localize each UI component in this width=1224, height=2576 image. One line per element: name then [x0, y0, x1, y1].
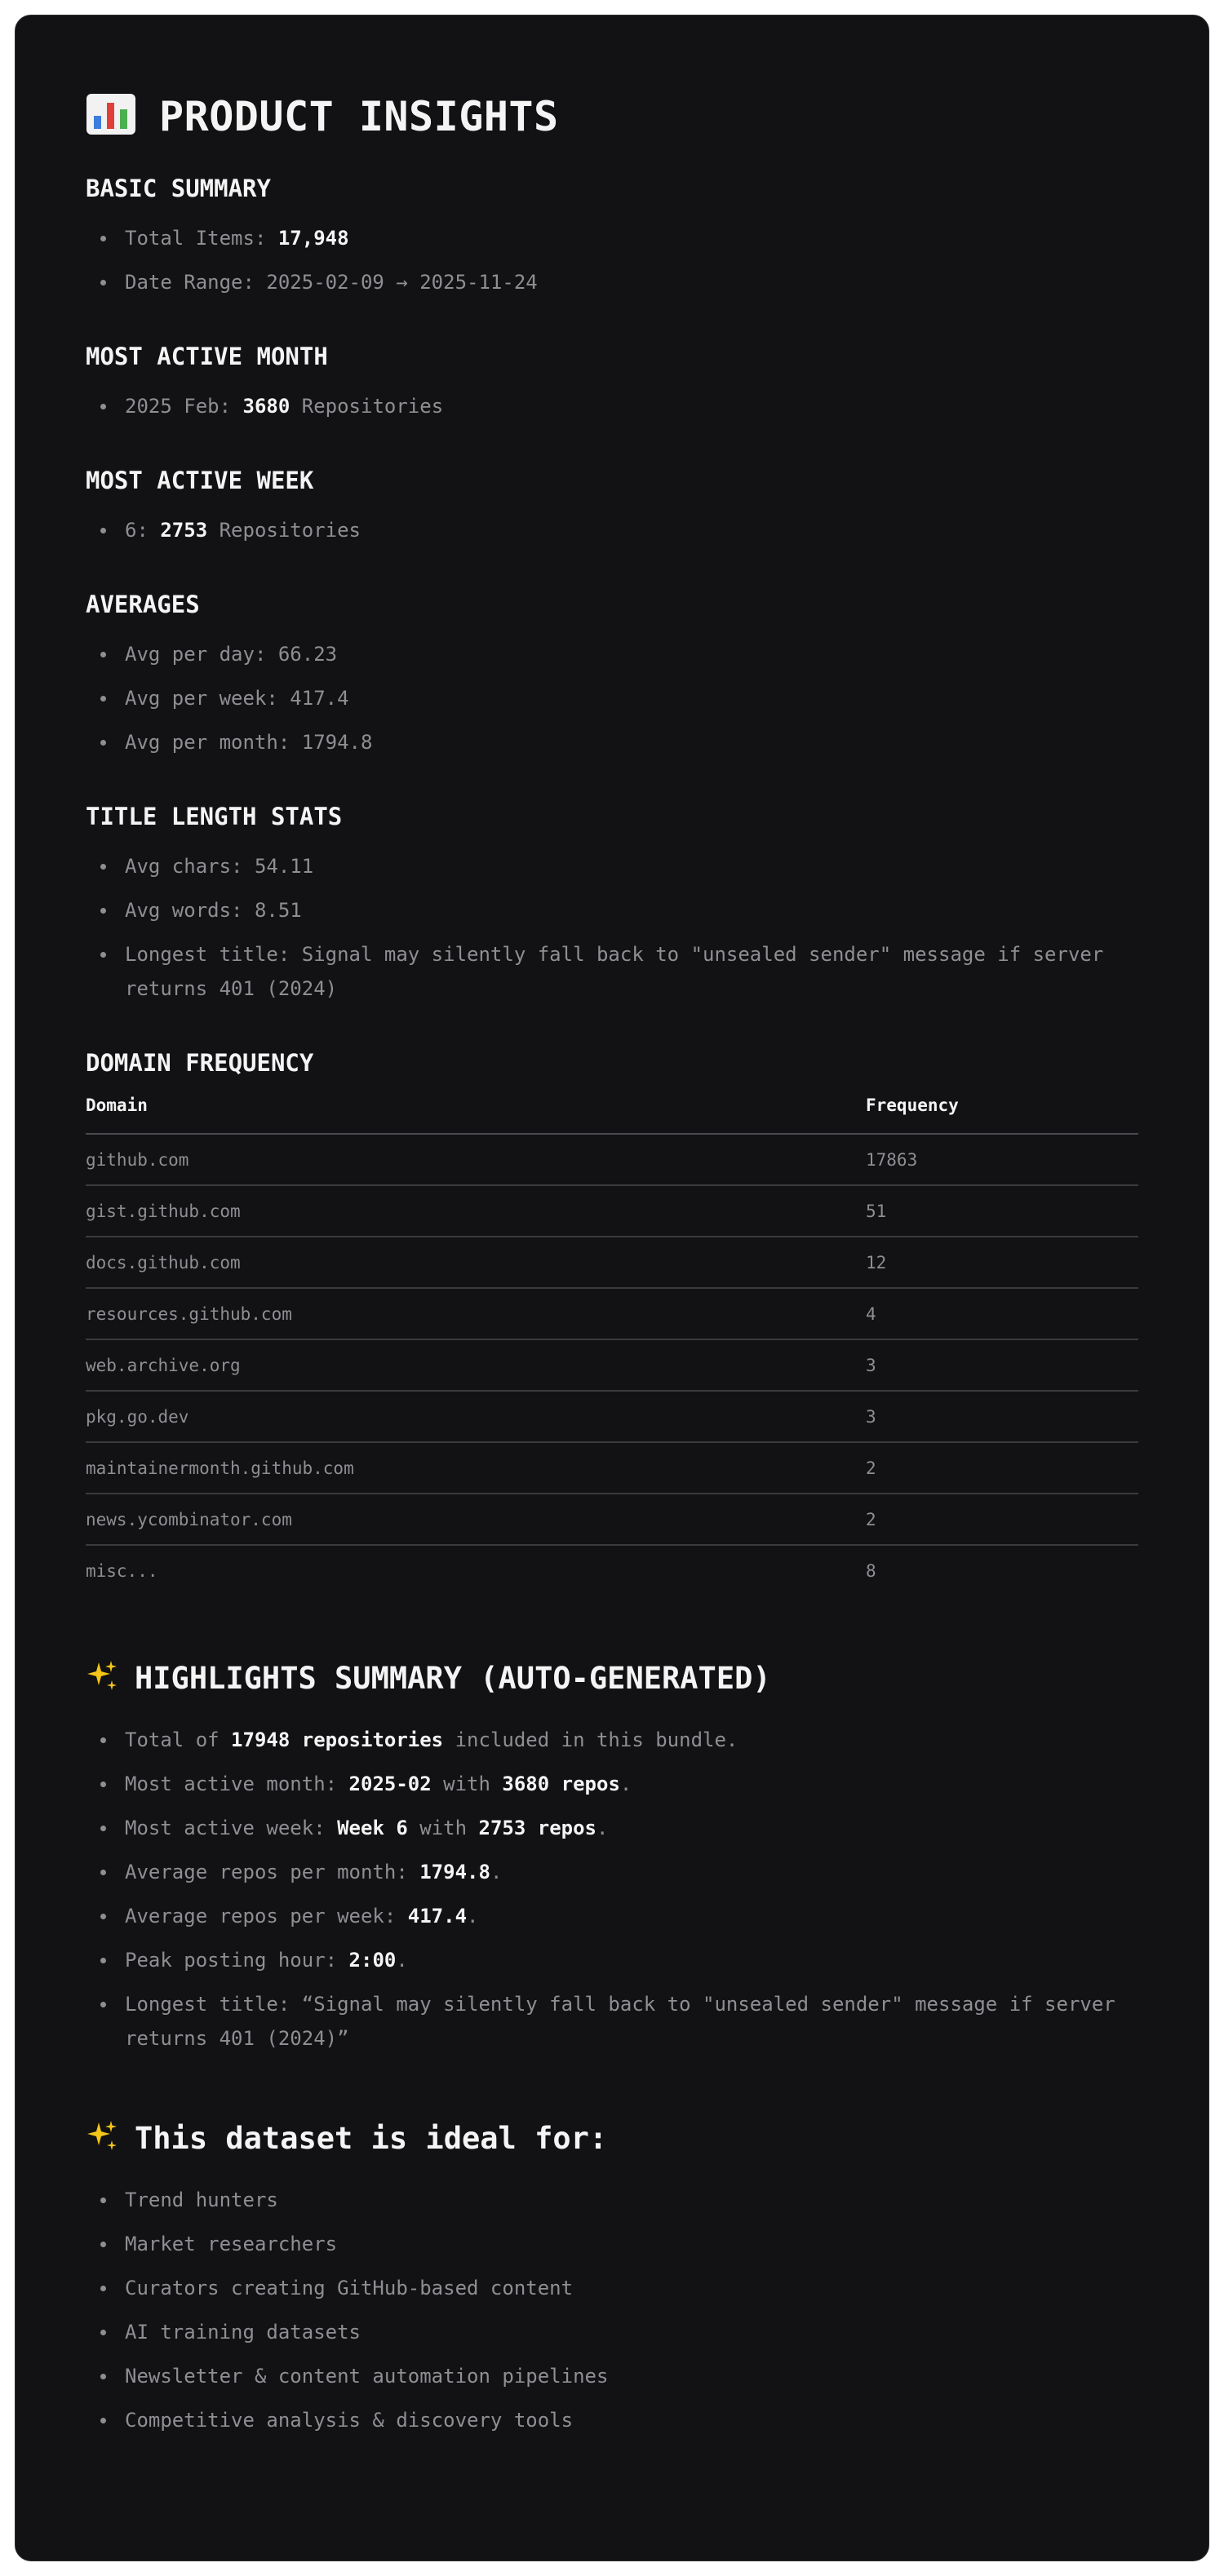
list-item: Average repos per week: 417.4. — [125, 1899, 1153, 1933]
title-length-heading: TITLE LENGTH STATS — [86, 803, 343, 830]
list-item: 2025 Feb: 3680 Repositories — [125, 389, 1153, 423]
column-header-domain: Domain — [86, 1095, 866, 1134]
domain-cell: web.archive.org — [86, 1339, 866, 1391]
averages-list — [86, 637, 1153, 759]
domain-cell: pkg.go.dev — [86, 1391, 866, 1442]
insights-content — [86, 92, 1153, 2447]
domain-cell: github.com — [86, 1134, 866, 1185]
domain-frequency-heading: DOMAIN FREQUENCY — [86, 1049, 314, 1077]
frequency-cell: 17863 — [866, 1134, 1138, 1185]
list-item: 6: 2753 Repositories — [125, 513, 1153, 547]
list-item: Avg per week: 417.4 — [125, 681, 1153, 715]
most-active-month-heading: MOST ACTIVE MONTH — [86, 343, 328, 370]
frequency-cell: 4 — [866, 1288, 1138, 1339]
domain-cell: gist.github.com — [86, 1185, 866, 1237]
list-item: Date Range: 2025-02-09 → 2025-11-24 — [125, 265, 1153, 299]
table-row — [86, 1442, 1138, 1494]
domain-cell: misc... — [86, 1560, 158, 1581]
most-active-week-heading: MOST ACTIVE WEEK — [86, 467, 314, 494]
list-item: Avg chars: 54.11 — [125, 849, 1153, 883]
domain-cell: maintainermonth.github.com — [86, 1442, 866, 1494]
sparkles-icon — [86, 1659, 118, 1692]
list-item: Avg per day: 66.23 — [125, 637, 1153, 671]
highlights-list — [86, 1723, 1153, 2056]
list-item: Total of 17948 repositories included in this bundle. — [125, 1723, 1153, 1757]
table-row — [86, 1288, 1138, 1339]
ideal-for-heading-text: This dataset is ideal for: — [135, 2121, 608, 2156]
list-item: Avg per month: 1794.8 — [125, 725, 1153, 759]
list-item: AI training datasets — [125, 2315, 1153, 2349]
frequency-cell: 2 — [866, 1442, 1138, 1494]
list-item: Trend hunters — [125, 2183, 1153, 2217]
title-length-list — [86, 849, 1153, 1006]
frequency-cell: 8 — [866, 1560, 876, 1581]
list-item: Most active month: 2025-02 with 3680 repos. — [125, 1767, 1153, 1801]
domain-cell: resources.github.com — [86, 1288, 866, 1339]
ideal-for-list — [86, 2183, 1153, 2437]
bar-chart-icon — [86, 93, 136, 135]
list-item: Average repos per month: 1794.8. — [125, 1855, 1153, 1889]
averages-heading: AVERAGES — [86, 591, 200, 618]
table-row — [86, 1545, 1138, 1596]
table-row — [86, 1391, 1138, 1442]
page-title-text: PRODUCT INSIGHTS — [159, 93, 559, 140]
highlights-heading-text: HIGHLIGHTS SUMMARY (AUTO-GENERATED) — [135, 1661, 771, 1696]
list-item: Longest title: “Signal may silently fall back to "unsealed sender" message if server returns 401 (2024)” — [125, 1987, 1153, 2056]
domain-frequency-table — [86, 1095, 1138, 1596]
frequency-cell: 2 — [866, 1494, 1138, 1545]
list-item: Longest title: Signal may silently fall back to "unsealed sender" message if server returns 401 (2024) — [125, 937, 1153, 1006]
page-title — [86, 92, 1153, 141]
table-row — [86, 1185, 1138, 1237]
basic-summary-list — [86, 221, 1153, 299]
list-item: Market researchers — [125, 2227, 1153, 2261]
sparkles-icon — [86, 2119, 118, 2152]
domain-cell: docs.github.com — [86, 1237, 866, 1288]
table-row — [86, 1339, 1138, 1391]
list-item: Avg words: 8.51 — [125, 893, 1153, 927]
table-row — [86, 1494, 1138, 1545]
frequency-cell: 51 — [866, 1185, 1138, 1237]
basic-summary-heading: BASIC SUMMARY — [86, 175, 271, 202]
table-row — [86, 1134, 1138, 1185]
table-row — [86, 1237, 1138, 1288]
highlights-heading — [86, 1659, 1153, 1697]
domain-cell: news.ycombinator.com — [86, 1494, 866, 1545]
frequency-cell: 3 — [866, 1391, 1138, 1442]
insights-card — [15, 15, 1209, 2561]
frequency-cell: 3 — [866, 1339, 1138, 1391]
frequency-cell: 12 — [866, 1237, 1138, 1288]
list-item: Total Items: 17,948 — [125, 221, 1153, 255]
table-header-row — [86, 1095, 1138, 1134]
list-item: Most active week: Week 6 with 2753 repos. — [125, 1811, 1153, 1845]
most-active-week-list — [86, 513, 1153, 547]
list-item: Competitive analysis & discovery tools — [125, 2403, 1153, 2437]
list-item: Peak posting hour: 2:00. — [125, 1943, 1153, 1977]
column-header-frequency: Frequency — [866, 1095, 1138, 1134]
list-item: Curators creating GitHub-based content — [125, 2271, 1153, 2305]
list-item: Newsletter & content automation pipelines — [125, 2359, 1153, 2393]
ideal-for-heading — [86, 2119, 1153, 2157]
most-active-month-list — [86, 389, 1153, 423]
